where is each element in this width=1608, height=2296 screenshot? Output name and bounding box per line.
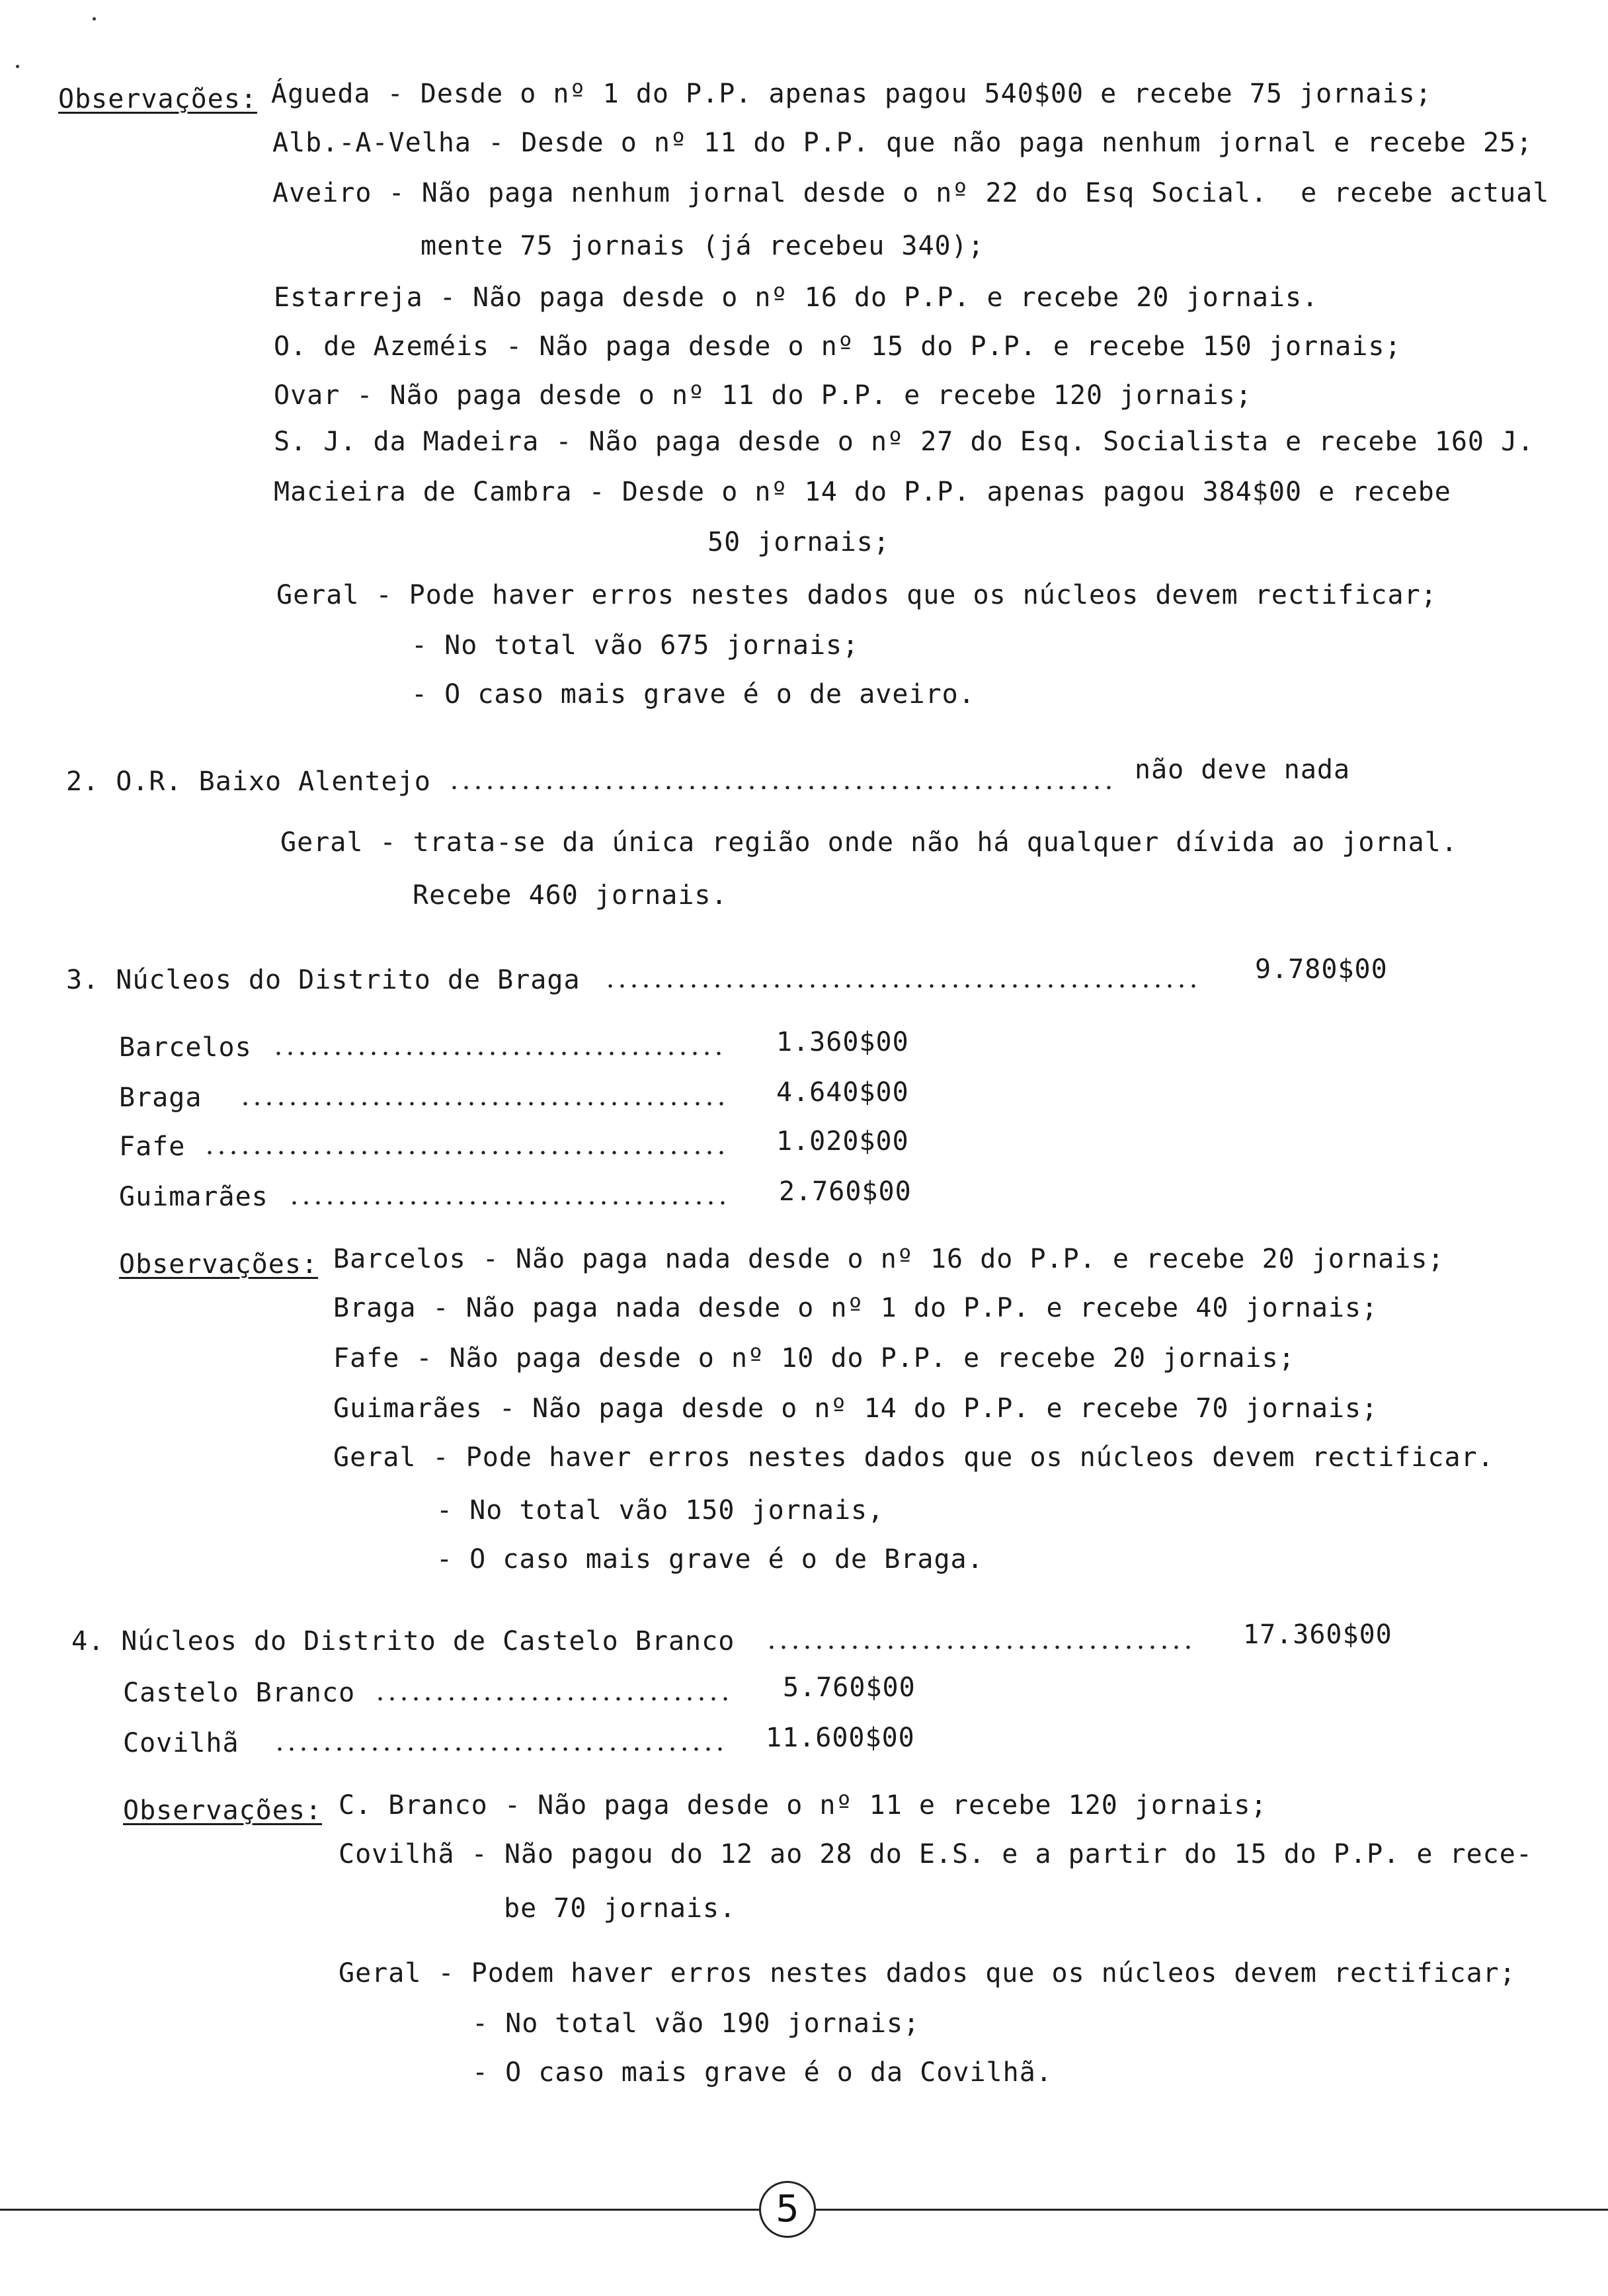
obs-row-estarreja: Estarreja - Não paga desde o nº 16 do P.P. e recebe 20 jornais. <box>274 282 1319 313</box>
obs-row-ovar: Ovar - Não paga desde o nº 11 do P.P. e recebe 120 jornais; <box>274 380 1252 411</box>
obs-row-macieira: Macieira de Cambra - Desde o nº 14 do P.P. apenas pagou 384$00 e recebe <box>274 477 1451 507</box>
obs-row-total: - No total vão 675 jornais; <box>411 630 860 661</box>
obs-label-section4: Observações: <box>123 1795 322 1826</box>
footer-rule-right <box>816 2209 1608 2211</box>
obs-row-fafe: Fafe - Não paga desde o nº 10 do P.P. e recebe 20 jornais; <box>333 1343 1295 1374</box>
obs-row-albergaria: Alb.-A-Velha - Desde o nº 11 do P.P. que não paga nenhum jornal e recebe 25; <box>272 128 1533 158</box>
braga-item-name: Braga <box>119 1083 202 1113</box>
obs-label-section3: Observações: <box>119 1249 318 1280</box>
dot-leader <box>604 983 1203 989</box>
obs-row-total: - No total vão 150 jornais, <box>436 1495 885 1526</box>
obs-row-geral: Geral - Pode haver erros nestes dados que os núcleos devem rectificar. <box>333 1442 1494 1473</box>
obs-row-mais-grave: - O caso mais grave é o da Covilhã. <box>472 2057 1053 2088</box>
cb-item-name: Castelo Branco <box>123 1678 356 1708</box>
section3-heading: 3. Núcleos do Distrito de Braga <box>66 965 581 995</box>
dot-leader <box>448 784 1116 791</box>
obs-row-macieira-cont: 50 jornais; <box>707 527 890 557</box>
obs-row-covilha-cont: be 70 jornais. <box>504 1893 737 1924</box>
obs-row-guimaraes: Guimarães - Não paga desde o nº 14 do P.P. e recebe 70 jornais; <box>333 1393 1379 1424</box>
braga-item-name: Fafe <box>119 1131 186 1162</box>
page-number: 5 <box>759 2181 816 2238</box>
braga-item-value: 1.020$00 <box>776 1126 909 1157</box>
dot-leader <box>274 1746 730 1752</box>
ink-speck <box>93 17 96 20</box>
obs-row-agueda: Águeda - Desde o nº 1 do P.P. apenas pagou 540$00 e recebe 75 jornais; <box>271 79 1432 109</box>
braga-item-value: 1.360$00 <box>776 1027 909 1057</box>
ink-speck <box>16 65 19 68</box>
section2-value: não deve nada <box>1135 755 1351 785</box>
braga-item-value: 4.640$00 <box>776 1077 909 1108</box>
section3-total: 9.780$00 <box>1255 954 1388 985</box>
obs-row-azemeis: O. de Azeméis - Não paga desde o nº 15 do P.P. e recebe 150 jornais; <box>274 331 1402 362</box>
section2-heading: 2. O.R. Baixo Alentejo <box>66 766 431 797</box>
cb-item-value: 11.600$00 <box>766 1723 915 1753</box>
section4-heading: 4. Núcleos do Distrito de Castelo Branco <box>71 1626 735 1657</box>
obs-row-mais-grave: - O caso mais grave é o de aveiro. <box>411 679 975 710</box>
obs-row-sjmadeira: S. J. da Madeira - Não paga desde o nº 27 do Esq. Socialista e recebe 160 J. <box>274 427 1535 457</box>
cb-item-name: Covilhã <box>123 1728 239 1758</box>
obs-row-barcelos: Barcelos - Não paga nada desde o nº 16 do P.P. e recebe 20 jornais; <box>333 1244 1445 1274</box>
dot-leader <box>288 1200 729 1206</box>
dot-leader <box>766 1644 1197 1651</box>
dot-leader <box>374 1696 731 1702</box>
dot-leader <box>204 1149 729 1156</box>
section2-geral: Geral - trata-se da única região onde não há qualquer dívida ao jornal. <box>280 827 1458 858</box>
obs-row-mais-grave: - O caso mais grave é o de Braga. <box>436 1544 984 1575</box>
obs-row-covilha: Covilhã - Não pagou do 12 ao 28 do E.S. e a partir do 15 do P.P. e rece- <box>339 1839 1533 1869</box>
obs-row-total: - No total vão 190 jornais; <box>472 2008 920 2039</box>
obs-label-section1: Observações: <box>58 84 257 114</box>
dot-leader <box>239 1100 729 1107</box>
obs-row-geral: Geral - Pode haver erros nestes dados que os núcleos devem rectificar; <box>276 580 1437 610</box>
section2-recebe: Recebe 460 jornais. <box>413 880 728 911</box>
braga-item-name: Barcelos <box>119 1032 252 1063</box>
dot-leader <box>272 1050 729 1057</box>
braga-item-name: Guimarães <box>119 1182 268 1212</box>
footer-rule-left <box>0 2209 759 2211</box>
cb-item-value: 5.760$00 <box>783 1672 916 1703</box>
section4-total: 17.360$00 <box>1243 1620 1392 1650</box>
obs-row-cbranco: C. Branco - Não paga desde o nº 11 e recebe 120 jornais; <box>339 1790 1267 1821</box>
obs-row-aveiro-cont: mente 75 jornais (já recebeu 340); <box>421 231 985 261</box>
obs-row-braga: Braga - Não paga nada desde o nº 1 do P.P. e recebe 40 jornais; <box>333 1293 1379 1323</box>
braga-item-value: 2.760$00 <box>779 1176 912 1207</box>
obs-row-geral: Geral - Podem haver erros nestes dados que os núcleos devem rectificar; <box>339 1958 1516 1988</box>
obs-row-aveiro: Aveiro - Não paga nenhum jornal desde o nº 22 do Esq Social. e recebe actual <box>272 178 1550 208</box>
